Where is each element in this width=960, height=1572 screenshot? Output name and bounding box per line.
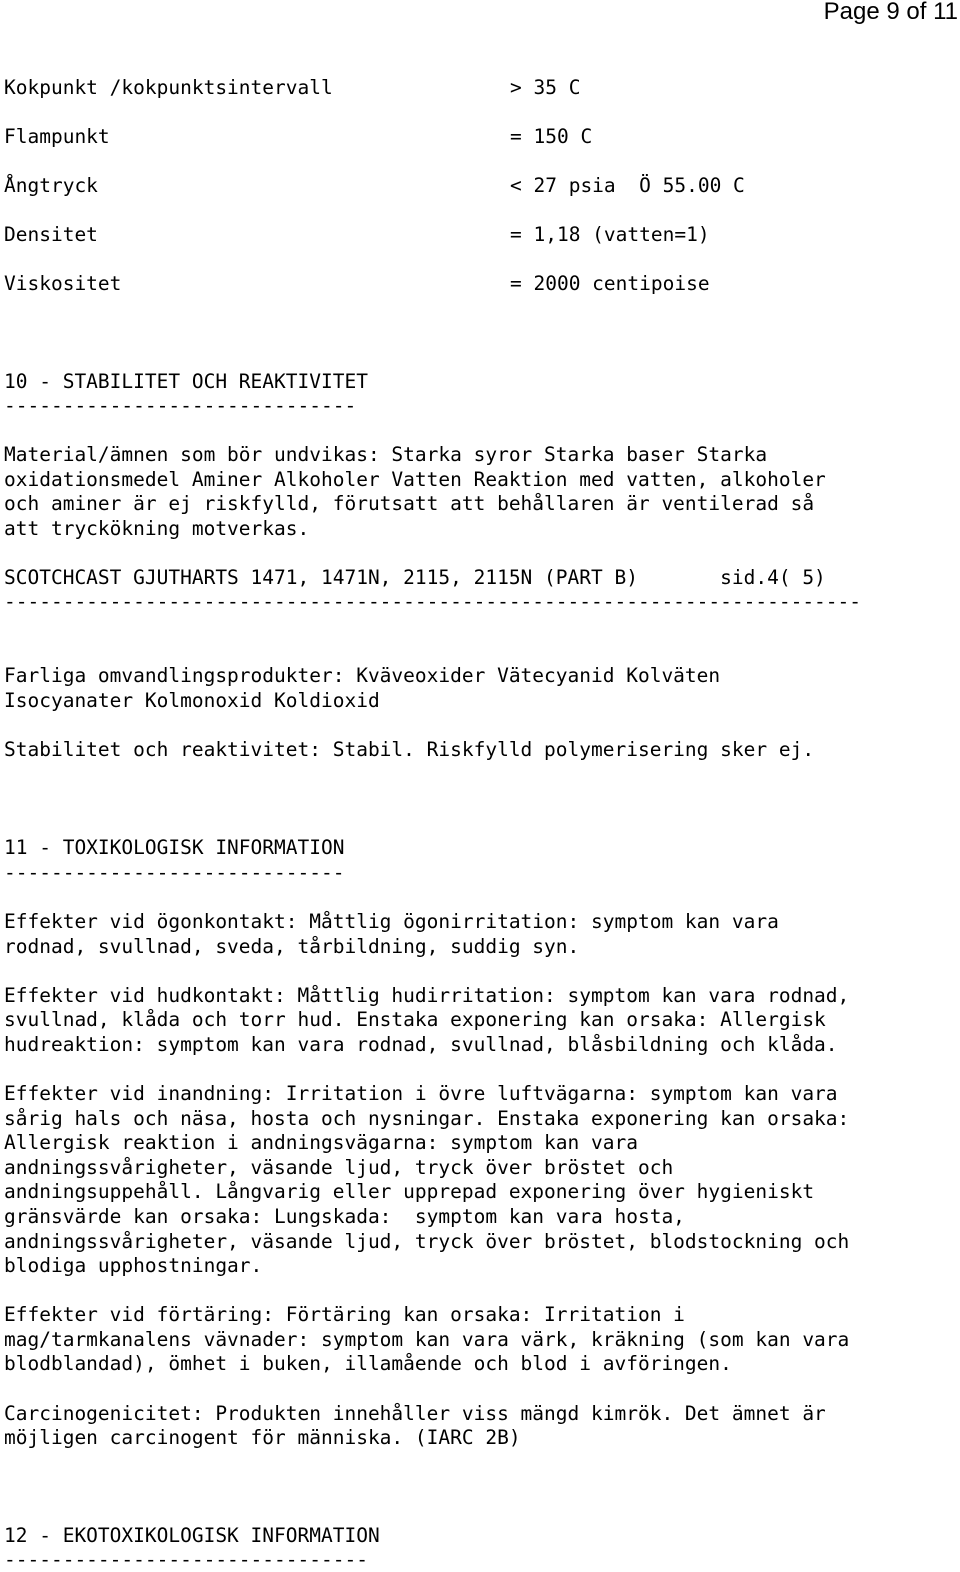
paragraph-line: andningsuppehåll. Långvarig eller upprepad exponering över hygieniskt xyxy=(4,1180,815,1203)
product-header: SCOTCHCAST GJUTHARTS 1471, 1471N, 2115, 2115N (PART B) sid.4( 5) xyxy=(4,566,826,589)
paragraph-line: Allergisk reaktion i andningsvägarna: symptom kan vara xyxy=(4,1131,638,1154)
heading-rule: ------------------------------ xyxy=(4,394,357,417)
paragraph-line: Effekter vid förtäring: Förtäring kan orsaka: Irritation i xyxy=(4,1303,685,1326)
paragraph-line: Carcinogenicitet: Produkten innehåller viss mängd kimrök. Det ämnet är xyxy=(4,1402,826,1425)
paragraph-line: blodblandad), ömhet i buken, illamående och blod i avföringen. xyxy=(4,1352,732,1375)
paragraph-line: Farliga omvandlingsprodukter: Kväveoxider Vätecyanid Kolväten xyxy=(4,664,721,687)
property-label: Flampunkt xyxy=(4,125,110,148)
paragraph-line: Effekter vid ögonkontakt: Måttlig ögonirritation: symptom kan vara xyxy=(4,910,779,933)
section-heading: 11 - TOXIKOLOGISK INFORMATION xyxy=(4,836,345,859)
property-value: < 27 psia Ö 55.00 C xyxy=(510,174,745,197)
property-label: Kokpunkt /kokpunktsintervall xyxy=(4,76,333,99)
paragraph-line: blodiga upphostningar. xyxy=(4,1254,263,1277)
paragraph-line: och aminer är ej riskfylld, förutsatt att behållaren är ventilerad så xyxy=(4,492,815,515)
section-heading: 12 - EKOTOXIKOLOGISK INFORMATION xyxy=(4,1524,380,1547)
paragraph-line: gränsvärde kan orsaka: Lungskada: symptom kan vara hosta, xyxy=(4,1205,685,1228)
page-number: Page 9 of 11 xyxy=(823,0,958,25)
property-value: = 2000 centipoise xyxy=(510,272,710,295)
paragraph-line: hudreaktion: symptom kan vara rodnad, svullnad, blåsbildning och klåda. xyxy=(4,1033,838,1056)
section-heading: 10 - STABILITET OCH REAKTIVITET xyxy=(4,370,368,393)
paragraph-line: Isocyanater Kolmonoxid Koldioxid xyxy=(4,689,380,712)
paragraph-line: Effekter vid hudkontakt: Måttlig hudirritation: symptom kan vara rodnad, xyxy=(4,984,850,1007)
heading-rule: ------------------------------- xyxy=(4,1548,368,1571)
paragraph-line: att tryckökning motverkas. xyxy=(4,517,310,540)
paragraph-line: Effekter vid inandning: Irritation i övre luftvägarna: symptom kan vara xyxy=(4,1082,838,1105)
header-rule: ------------------------------------------------------------------------- xyxy=(4,590,862,613)
paragraph-line: möjligen carcinogent för människa. (IARC 2B) xyxy=(4,1426,521,1449)
paragraph-line: andningssvårigheter, väsande ljud, tryck över bröstet och xyxy=(4,1156,674,1179)
paragraph-line: rodnad, svullnad, sveda, tårbildning, suddig syn. xyxy=(4,935,580,958)
paragraph-line: oxidationsmedel Aminer Alkoholer Vatten Reaktion med vatten, alkoholer xyxy=(4,468,826,491)
paragraph-line: mag/tarmkanalens vävnader: symptom kan vara värk, kräkning (som kan vara xyxy=(4,1328,850,1351)
paragraph-line: sårig hals och näsa, hosta och nysningar. Enstaka exponering kan orsaka: xyxy=(4,1107,850,1130)
property-label: Densitet xyxy=(4,223,98,246)
paragraph-line: svullnad, klåda och torr hud. Enstaka exponering kan orsaka: Allergisk xyxy=(4,1008,826,1031)
property-value: > 35 C xyxy=(510,76,581,99)
property-value: = 1,18 (vatten=1) xyxy=(510,223,710,246)
property-label: Viskositet xyxy=(4,272,122,295)
heading-rule: ----------------------------- xyxy=(4,861,345,884)
property-value: = 150 C xyxy=(510,125,593,148)
property-label: Ångtryck xyxy=(4,174,98,197)
paragraph-line: Material/ämnen som bör undvikas: Starka syror Starka baser Starka xyxy=(4,443,768,466)
paragraph-line: andningssvårigheter, väsande ljud, tryck över bröstet, blodstockning och xyxy=(4,1230,850,1253)
paragraph-line: Stabilitet och reaktivitet: Stabil. Riskfylld polymerisering sker ej. xyxy=(4,738,815,761)
